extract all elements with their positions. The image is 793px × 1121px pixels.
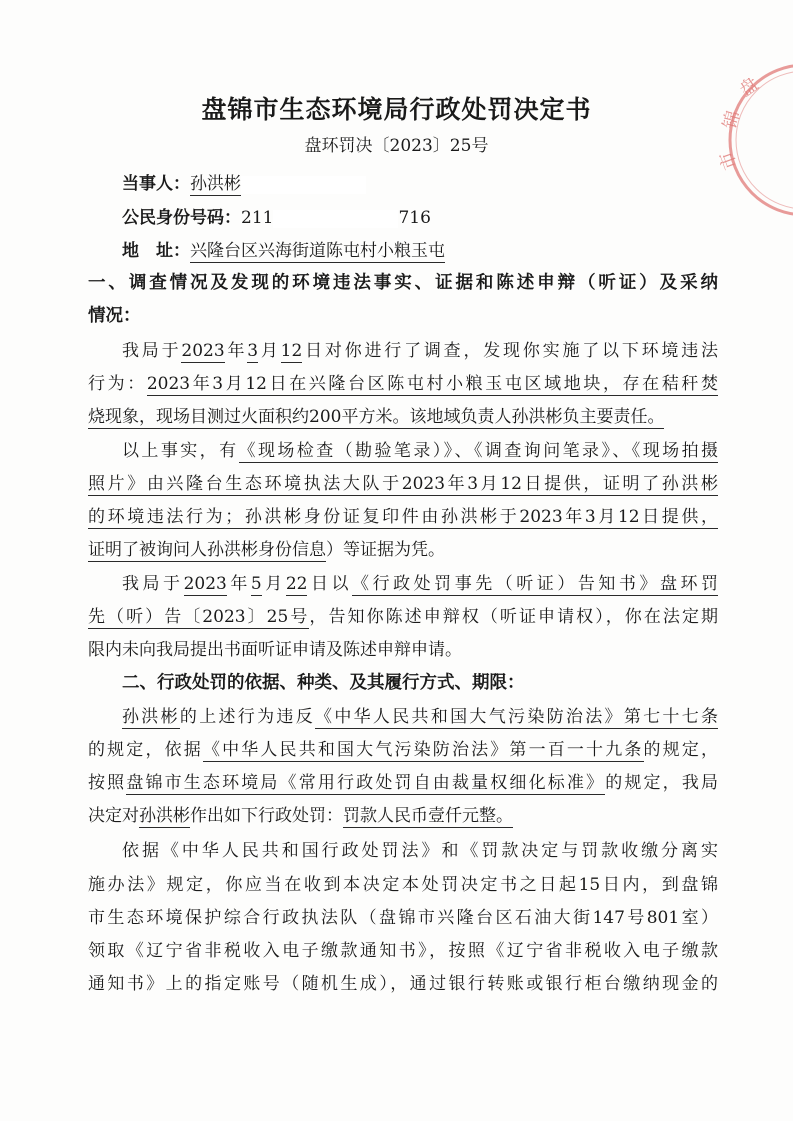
party-address-value: 兴隆台区兴海街道陈屯村小粮玉屯 xyxy=(190,241,445,261)
section1-p3-line1: 我局于2023年5月22日以《行政处罚事先（听证）告知书》盘环罚 xyxy=(122,574,719,594)
section2-p1-line3: 按照盘锦市生态环境局《常用行政处罚自由裁量权细化标准》的规定，我局 xyxy=(88,773,718,793)
section1-heading-cont: 情况： xyxy=(88,306,141,326)
section2-heading: 二、行政处罚的依据、种类、及其履行方式、期限： xyxy=(122,673,525,693)
section1-heading: 一、调查情况及发现的环境违法事实、证据和陈述申辩（听证）及采纳 xyxy=(88,273,718,293)
section1-p1-line1: 我局于2023年3月12日对你进行了调查，发现你实施了以下环境违法 xyxy=(122,341,719,361)
svg-text:锦: 锦 xyxy=(719,108,745,132)
redaction-mask xyxy=(273,210,398,228)
redaction-mask xyxy=(241,176,366,194)
party-name-label: 当事人： xyxy=(122,174,190,194)
party-id-label: 公民身份号码： xyxy=(122,208,241,228)
section2-p2-line5: 通知书》上的指定账号（随机生成），通过银行转账或银行柜台缴纳现金的 xyxy=(88,974,718,994)
section2-p2-line2: 施办法》规定，你应当在收到本决定本处罚决定书之日起15日内，到盘锦 xyxy=(88,875,718,895)
document-title: 盘锦市生态环境局行政处罚决定书 xyxy=(201,95,592,124)
party-id-suffix: 716 xyxy=(398,208,431,228)
party-name-value: 孙洪彬 xyxy=(190,174,241,194)
section2-p1-line2: 的规定，依据《中华人民共和国大气污染防治法》第一百一十九条的规定， xyxy=(88,740,718,760)
section2-p1-line1: 孙洪彬的上述行为违反《中华人民共和国大气污染防治法》第七十七条 xyxy=(122,707,719,727)
section1-p2-line2: 照片》由兴隆台生态环境执法大队于2023年3月12日提供，证明了孙洪彬 xyxy=(88,474,718,494)
section2-p2-line3: 市生态环境保护综合行政执法队（盘锦市兴隆台区石油大街147号801室） xyxy=(88,908,718,928)
section1-p2-line4: 证明了被询问人孙洪彬身份信息）等证据为凭。 xyxy=(88,540,445,560)
section1-p2-line3: 的环境违法行为；孙洪彬身份证复印件由孙洪彬于2023年3月12日提供， xyxy=(88,507,718,527)
section1-p3-line2: 先（听）告〔2023〕25号，告知你陈述申辩权（听证申请权），你在法定期 xyxy=(88,607,719,627)
document-number: 盘环罚决〔2023〕25号 xyxy=(304,136,489,156)
section2-p2-line1: 依据《中华人民共和国行政处罚法》和《罚款决定与罚款收缴分离实 xyxy=(122,841,718,861)
svg-text:盘: 盘 xyxy=(735,73,763,102)
party-id-line xyxy=(122,208,752,228)
section1-p1-line3: 烧现象，现场目测过火面积约200平方米。该地域负责人孙洪彬负主要责任。 xyxy=(88,407,665,427)
section1-p1-line2: 行为：2023年3月12日在兴隆台区陈屯村小粮玉屯区域地块，存在秸秆焚 xyxy=(88,374,718,394)
section2-p2-line4: 领取《辽宁省非税收入电子缴款通知书》，按照《辽宁省非税收入电子缴款 xyxy=(88,941,718,961)
party-id-prefix: 211 xyxy=(241,208,274,228)
party-name-line xyxy=(122,174,752,194)
svg-text:市: 市 xyxy=(715,148,742,173)
party-address-label: 地 址： xyxy=(122,241,190,261)
section1-p3-line3: 限内未向我局提出书面听证申请及陈述申辩申请。 xyxy=(88,640,462,660)
section1-p2-line1: 以上事实，有《现场检查（勘验笔录）》、《调查询问笔录》、《现场拍摄 xyxy=(122,441,718,461)
section2-p1-line4: 决定对孙洪彬作出如下行政处罚：罚款人民币壹仟元整。 xyxy=(88,806,513,826)
party-address-line xyxy=(122,241,752,261)
